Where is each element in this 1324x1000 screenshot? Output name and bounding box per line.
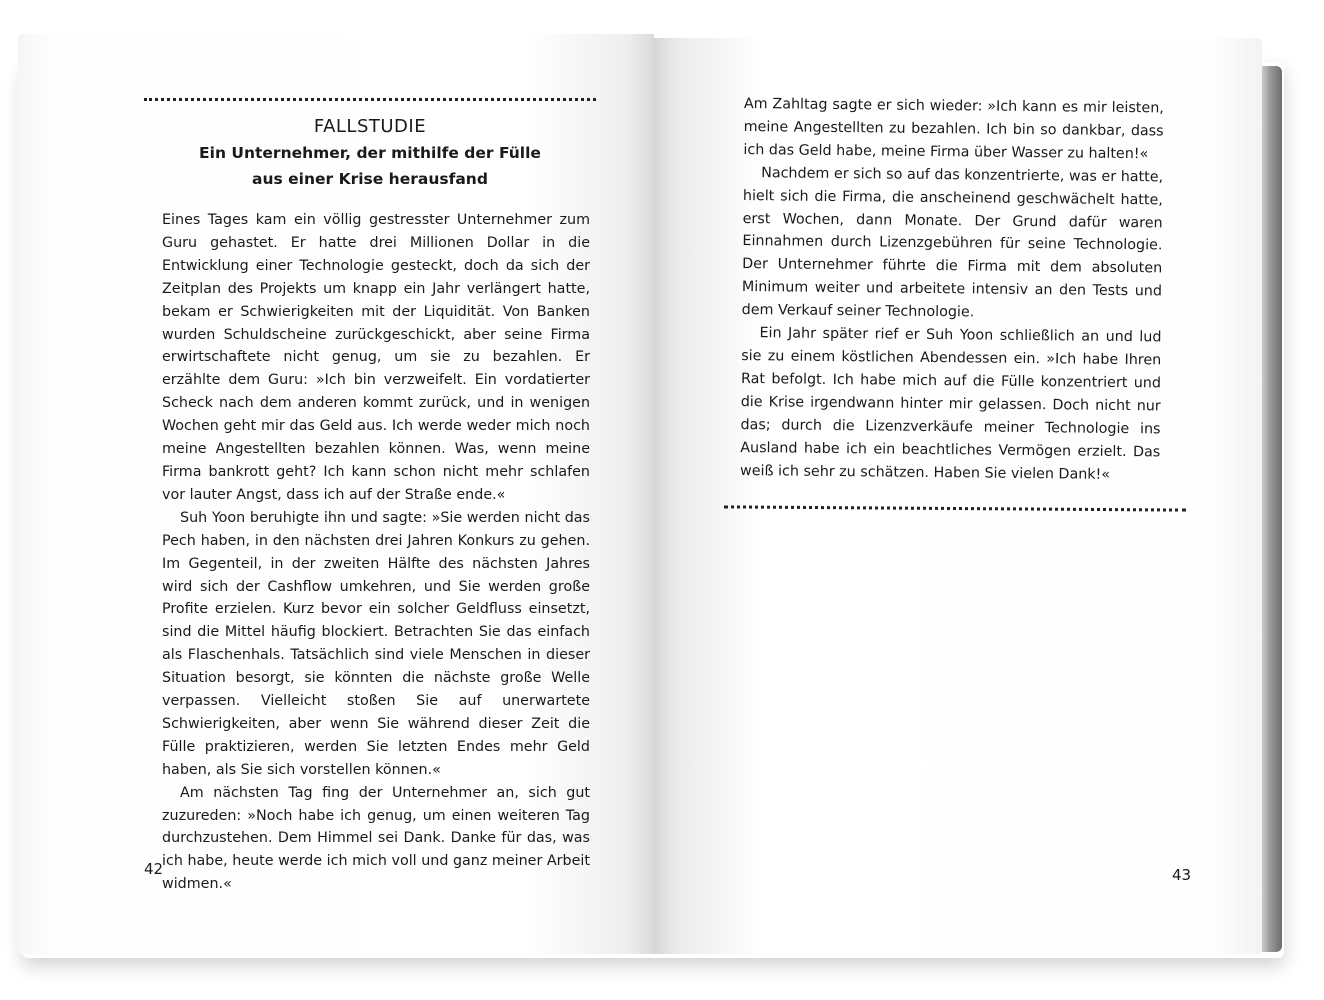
paragraph: Ein Jahr später rief er Suh Yoon schließlich an und lud sie zu einem köstlichen Abendessen ein. »Ich habe Ihren Rat befolgt. Ich habe mich auf die Fülle konzentriert und die Krise irgendwann hinter mir gelassen. Doch nicht nur das; durch die Lizenzverkäufe meiner Technologie ins Ausland habe ich ein beachtliches Vermögen erzielt. Das weiß ich sehr zu schätzen. Haben Sie vielen Dank!« (739, 325, 1162, 483)
case-study-label: FALLSTUDIE (313, 116, 427, 137)
right-page (654, 38, 1262, 954)
dotted-rule-top (144, 98, 596, 101)
paragraph: Am nächsten Tag fing der Unternehmer an, sich gut zuzureden: »Noch habe ich genug, um einen weiteren Tag durchzustehen. Dem Himmel sei Dank. Danke für das, was ich habe, heute werde ich mich voll und ganz meiner Arbeit widmen.« (162, 784, 590, 893)
case-study-subtitle-line1: Ein Unternehmer, der mithilfe der Fülle (199, 144, 541, 162)
page-number-right: 43 (1172, 866, 1192, 884)
page-block-edge (1260, 66, 1282, 952)
case-study-heading (128, 114, 612, 192)
paragraph: Am Zahltag sagte er sich wieder: »Ich kann es mir leisten, meine Angestellten zu bezahlen. Ich bin so dankbar, dass ich das Geld habe, meine Firma über Wasser zu halten!« (743, 95, 1164, 163)
left-page (18, 34, 654, 954)
right-body-text (740, 93, 1164, 487)
paragraph: Nachdem er sich so auf das konzentrierte, was er hatte, hielt sich die Firma, die anscheinend geschwächelt hatte, erst Wochen, dann Monate. Der Grund dafür waren Einnahmen durch Lizenzgebühren für seine Technologie. Der Unternehmer führte die Firma mit dem absoluten Minimum weiter und arbeitete intensiv an den Tests und dem Verkauf seiner Technologie. (741, 164, 1164, 321)
case-study-subtitle-line2: aus einer Krise herausfand (252, 170, 488, 188)
paragraph: Eines Tages kam ein völlig gestresster Unternehmer zum Guru gehastet. Er hatte drei Millionen Dollar in die Entwicklung einer Technologie gesteckt, doch da sich der Zeitplan des Projekts um knapp ein Jahr verlängert hatte, bekam er Schwierigkeiten mit der Liquidität. Von Banken wurden Schuldscheine zurückgeschickt, aber seine Firma erwirtschaftete nicht genug, um sie zu bezahlen. Er erzählte dem Guru: »Ich bin verzweifelt. Ein vordatierter Scheck nach dem anderen kommt zurück, und in wenigen Wochen geht mir das Geld aus. Ich werde weder mich noch meine Angestellten bezahlen können. Was, wenn meine Firma bankrott geht? Ich kann schon nicht mehr schlafen vor lauter Angst, dass ich auf der Straße ende.« (162, 212, 590, 503)
dotted-rule-bottom (724, 505, 1186, 511)
paragraph: Suh Yoon beruhigte ihn und sagte: »Sie werden nicht das Pech haben, in den nächsten drei Jahren Konkurs zu gehen. Im Gegenteil, in der zweiten Hälfte des nächsten Jahres wird sich der Cashflow umkehren, und Sie werden große Profite erzielen. Kurz bevor ein solcher Geldfluss einsetzt, sind die Mittel häufig blockiert. Betrachten Sie das einfach als Flaschenhals. Tatsächlich sind viele Menschen in dieser Situation besorgt, sie könnten die nächste große Welle verpassen. Vielleicht stoßen Sie auf unerwartete Schwierigkeiten, aber wenn Sie während dieser Zeit die Fülle praktizieren, werden Sie letzten Endes mehr Geld haben, als Sie sich vorstellen können.« (162, 509, 590, 778)
left-body-text (162, 209, 590, 896)
page-number-left: 42 (144, 860, 164, 878)
